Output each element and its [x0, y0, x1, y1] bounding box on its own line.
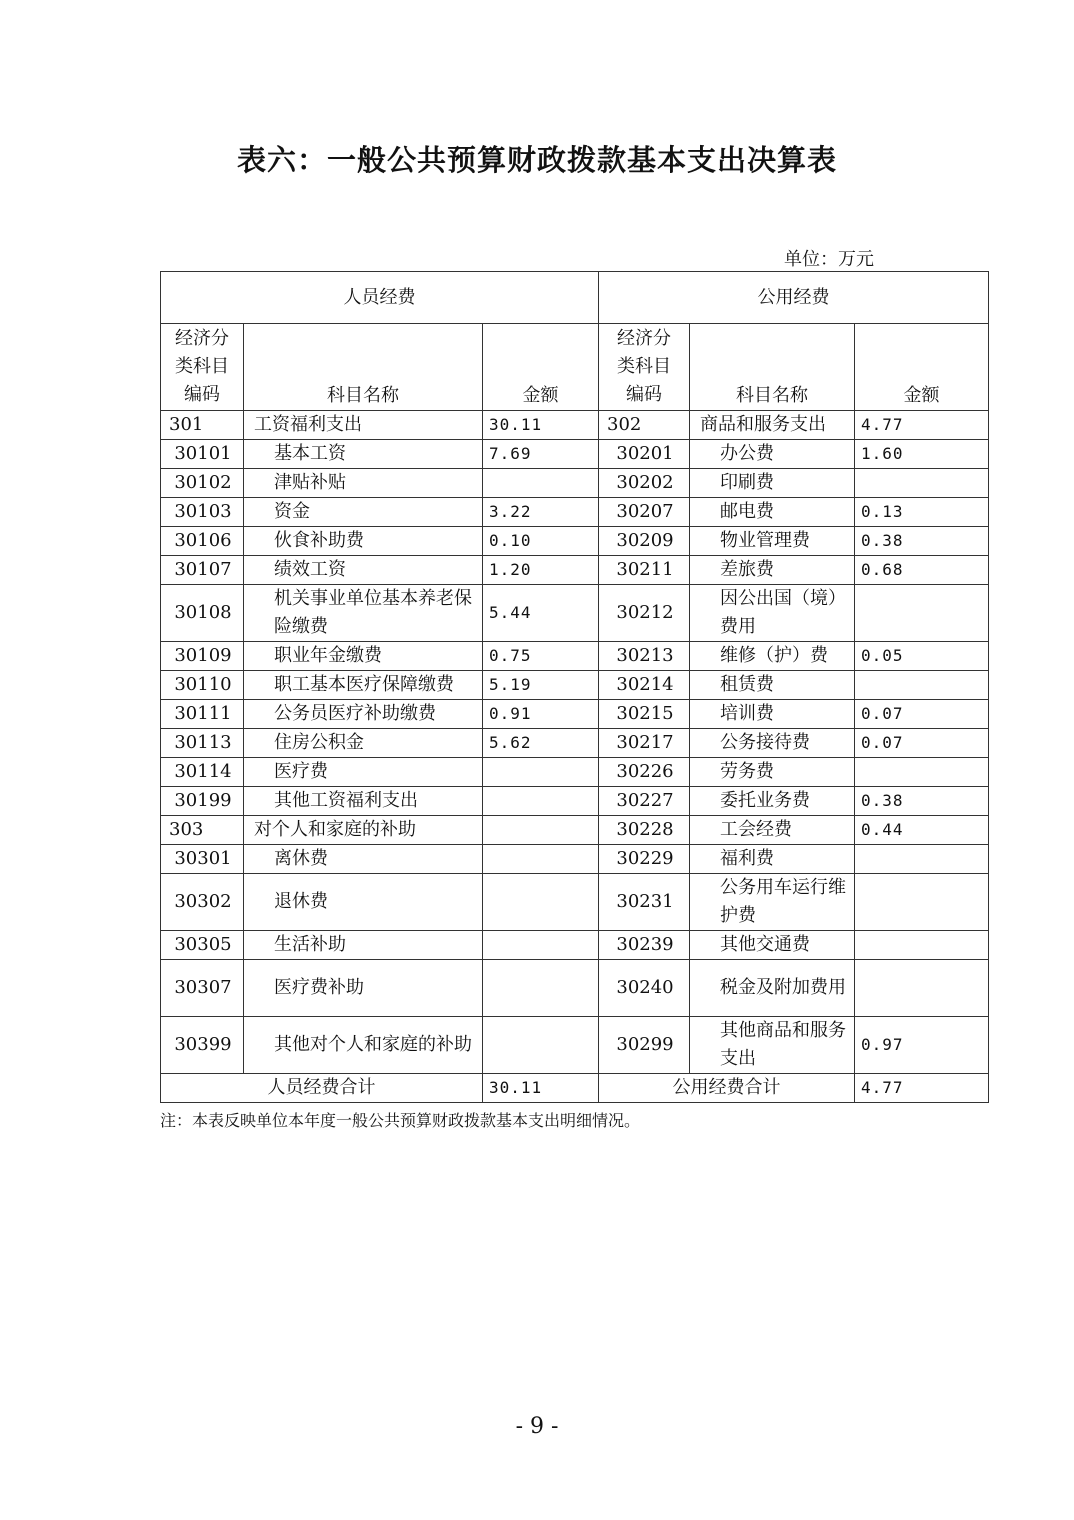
right-code-cell: 30226 [599, 758, 690, 787]
header-amount-right: 金额 [855, 324, 989, 411]
right-code-cell: 30201 [599, 440, 690, 469]
left-amount-cell: 5.19 [483, 671, 599, 700]
left-name-cell: 资金 [244, 498, 483, 527]
right-amount-cell [855, 845, 989, 874]
header-code-left: 经济分 类科目 编码 [161, 324, 244, 411]
right-amount-cell: 0.07 [855, 729, 989, 758]
left-name-cell: 其他对个人和家庭的补助 [244, 1017, 483, 1074]
table-row [161, 787, 989, 816]
left-code-cell: 30399 [161, 1017, 244, 1074]
left-amount-cell [483, 1017, 599, 1074]
right-name-cell: 其他商品和服务支出 [690, 1017, 855, 1074]
total-row [161, 1074, 989, 1103]
left-name-cell: 退休费 [244, 874, 483, 931]
table-row [161, 411, 989, 440]
left-name-cell: 医疗费 [244, 758, 483, 787]
left-code-cell: 30107 [161, 556, 244, 585]
right-amount-cell: 1.60 [855, 440, 989, 469]
right-name-cell: 其他交通费 [690, 931, 855, 960]
left-code-cell: 30199 [161, 787, 244, 816]
section-personnel: 人员经费 [161, 272, 599, 324]
right-name-cell: 工会经费 [690, 816, 855, 845]
right-amount-cell: 0.05 [855, 642, 989, 671]
right-amount-cell [855, 931, 989, 960]
left-amount-cell: 5.62 [483, 729, 599, 758]
left-name-cell: 职工基本医疗保障缴费 [244, 671, 483, 700]
left-name-cell: 生活补助 [244, 931, 483, 960]
left-amount-cell [483, 960, 599, 1017]
left-code-cell: 30305 [161, 931, 244, 960]
left-code-cell: 30101 [161, 440, 244, 469]
page-number: - 9 - [515, 1414, 559, 1439]
right-code-cell: 30229 [599, 845, 690, 874]
left-amount-cell: 0.75 [483, 642, 599, 671]
right-code-cell: 30240 [599, 960, 690, 1017]
right-amount-cell: 4.77 [855, 411, 989, 440]
left-code-cell: 30110 [161, 671, 244, 700]
right-name-cell: 培训费 [690, 700, 855, 729]
personnel-total-label: 人员经费合计 [161, 1074, 483, 1103]
expenditure-table [160, 271, 989, 1103]
right-amount-cell: 0.38 [855, 787, 989, 816]
right-code-cell: 30212 [599, 585, 690, 642]
left-code-cell: 30108 [161, 585, 244, 642]
right-code-cell: 30231 [599, 874, 690, 931]
table-row [161, 469, 989, 498]
left-code-cell: 30102 [161, 469, 244, 498]
left-code-cell: 30114 [161, 758, 244, 787]
table-note: 注：本表反映单位本年度一般公共预算财政拨款基本支出明细情况。 [160, 1111, 641, 1130]
left-name-cell: 离休费 [244, 845, 483, 874]
right-amount-cell [855, 758, 989, 787]
page-title: 表六：一般公共预算财政拨款基本支出决算表 [236, 143, 837, 177]
right-code-cell: 30217 [599, 729, 690, 758]
personnel-total-amount: 30.11 [483, 1074, 599, 1103]
table-row [161, 816, 989, 845]
left-name-cell: 医疗费补助 [244, 960, 483, 1017]
table-row [161, 931, 989, 960]
right-code-cell: 30202 [599, 469, 690, 498]
right-code-cell: 30209 [599, 527, 690, 556]
right-code-cell: 30215 [599, 700, 690, 729]
right-name-cell: 因公出国（境）费用 [690, 585, 855, 642]
public-total-amount: 4.77 [855, 1074, 989, 1103]
table-row [161, 556, 989, 585]
table-row [161, 729, 989, 758]
left-amount-cell: 7.69 [483, 440, 599, 469]
right-name-cell: 差旅费 [690, 556, 855, 585]
right-code-cell: 30239 [599, 931, 690, 960]
table-row [161, 642, 989, 671]
right-name-cell: 物业管理费 [690, 527, 855, 556]
right-amount-cell [855, 874, 989, 931]
table-row [161, 1017, 989, 1074]
column-header-row [161, 324, 989, 411]
left-amount-cell [483, 874, 599, 931]
left-amount-cell [483, 931, 599, 960]
left-name-cell: 绩效工资 [244, 556, 483, 585]
left-code-cell: 30302 [161, 874, 244, 931]
table-row [161, 960, 989, 1017]
table-row [161, 671, 989, 700]
table-row [161, 758, 989, 787]
right-name-cell: 税金及附加费用 [690, 960, 855, 1017]
right-name-cell: 商品和服务支出 [690, 411, 855, 440]
right-amount-cell: 0.68 [855, 556, 989, 585]
left-name-cell: 机关事业单位基本养老保险缴费 [244, 585, 483, 642]
left-name-cell: 公务员医疗补助缴费 [244, 700, 483, 729]
right-code-cell: 30207 [599, 498, 690, 527]
right-amount-cell: 0.07 [855, 700, 989, 729]
left-amount-cell: 0.10 [483, 527, 599, 556]
left-name-cell: 津贴补贴 [244, 469, 483, 498]
right-amount-cell: 0.97 [855, 1017, 989, 1074]
table-row [161, 845, 989, 874]
header-code-right: 经济分 类科目 编码 [599, 324, 690, 411]
right-code-cell: 302 [599, 411, 690, 440]
table-row [161, 585, 989, 642]
header-amount-left: 金额 [483, 324, 599, 411]
right-code-cell: 30214 [599, 671, 690, 700]
left-amount-cell: 1.20 [483, 556, 599, 585]
table-row [161, 498, 989, 527]
left-name-cell: 其他工资福利支出 [244, 787, 483, 816]
public-total-label: 公用经费合计 [599, 1074, 855, 1103]
left-amount-cell: 30.11 [483, 411, 599, 440]
right-code-cell: 30213 [599, 642, 690, 671]
left-name-cell: 职业年金缴费 [244, 642, 483, 671]
right-name-cell: 劳务费 [690, 758, 855, 787]
right-amount-cell: 0.13 [855, 498, 989, 527]
left-code-cell: 30109 [161, 642, 244, 671]
left-amount-cell: 3.22 [483, 498, 599, 527]
right-code-cell: 30227 [599, 787, 690, 816]
right-name-cell: 维修（护）费 [690, 642, 855, 671]
left-amount-cell [483, 845, 599, 874]
left-code-cell: 30301 [161, 845, 244, 874]
right-amount-cell [855, 671, 989, 700]
left-name-cell: 工资福利支出 [244, 411, 483, 440]
table-row [161, 440, 989, 469]
header-name-right: 科目名称 [690, 324, 855, 411]
right-amount-cell [855, 960, 989, 1017]
section-public: 公用经费 [599, 272, 989, 324]
left-code-cell: 301 [161, 411, 244, 440]
right-code-cell: 30228 [599, 816, 690, 845]
left-name-cell: 对个人和家庭的补助 [244, 816, 483, 845]
table-row [161, 527, 989, 556]
left-amount-cell [483, 758, 599, 787]
section-header-row [161, 272, 989, 324]
unit-label: 单位：万元 [784, 249, 874, 270]
left-code-cell: 30307 [161, 960, 244, 1017]
right-amount-cell [855, 469, 989, 498]
right-amount-cell: 0.44 [855, 816, 989, 845]
right-name-cell: 委托业务费 [690, 787, 855, 816]
left-code-cell: 30113 [161, 729, 244, 758]
left-amount-cell [483, 787, 599, 816]
left-amount-cell [483, 816, 599, 845]
left-name-cell: 基本工资 [244, 440, 483, 469]
right-name-cell: 公务用车运行维护费 [690, 874, 855, 931]
left-amount-cell [483, 469, 599, 498]
left-amount-cell: 0.91 [483, 700, 599, 729]
right-name-cell: 办公费 [690, 440, 855, 469]
table-row [161, 874, 989, 931]
right-name-cell: 租赁费 [690, 671, 855, 700]
left-code-cell: 303 [161, 816, 244, 845]
left-code-cell: 30103 [161, 498, 244, 527]
left-amount-cell: 5.44 [483, 585, 599, 642]
right-amount-cell [855, 585, 989, 642]
left-code-cell: 30111 [161, 700, 244, 729]
right-name-cell: 公务接待费 [690, 729, 855, 758]
left-name-cell: 住房公积金 [244, 729, 483, 758]
right-amount-cell: 0.38 [855, 527, 989, 556]
right-name-cell: 印刷费 [690, 469, 855, 498]
table-row [161, 700, 989, 729]
right-name-cell: 福利费 [690, 845, 855, 874]
right-code-cell: 30299 [599, 1017, 690, 1074]
right-code-cell: 30211 [599, 556, 690, 585]
header-name-left: 科目名称 [244, 324, 483, 411]
left-code-cell: 30106 [161, 527, 244, 556]
left-name-cell: 伙食补助费 [244, 527, 483, 556]
right-name-cell: 邮电费 [690, 498, 855, 527]
